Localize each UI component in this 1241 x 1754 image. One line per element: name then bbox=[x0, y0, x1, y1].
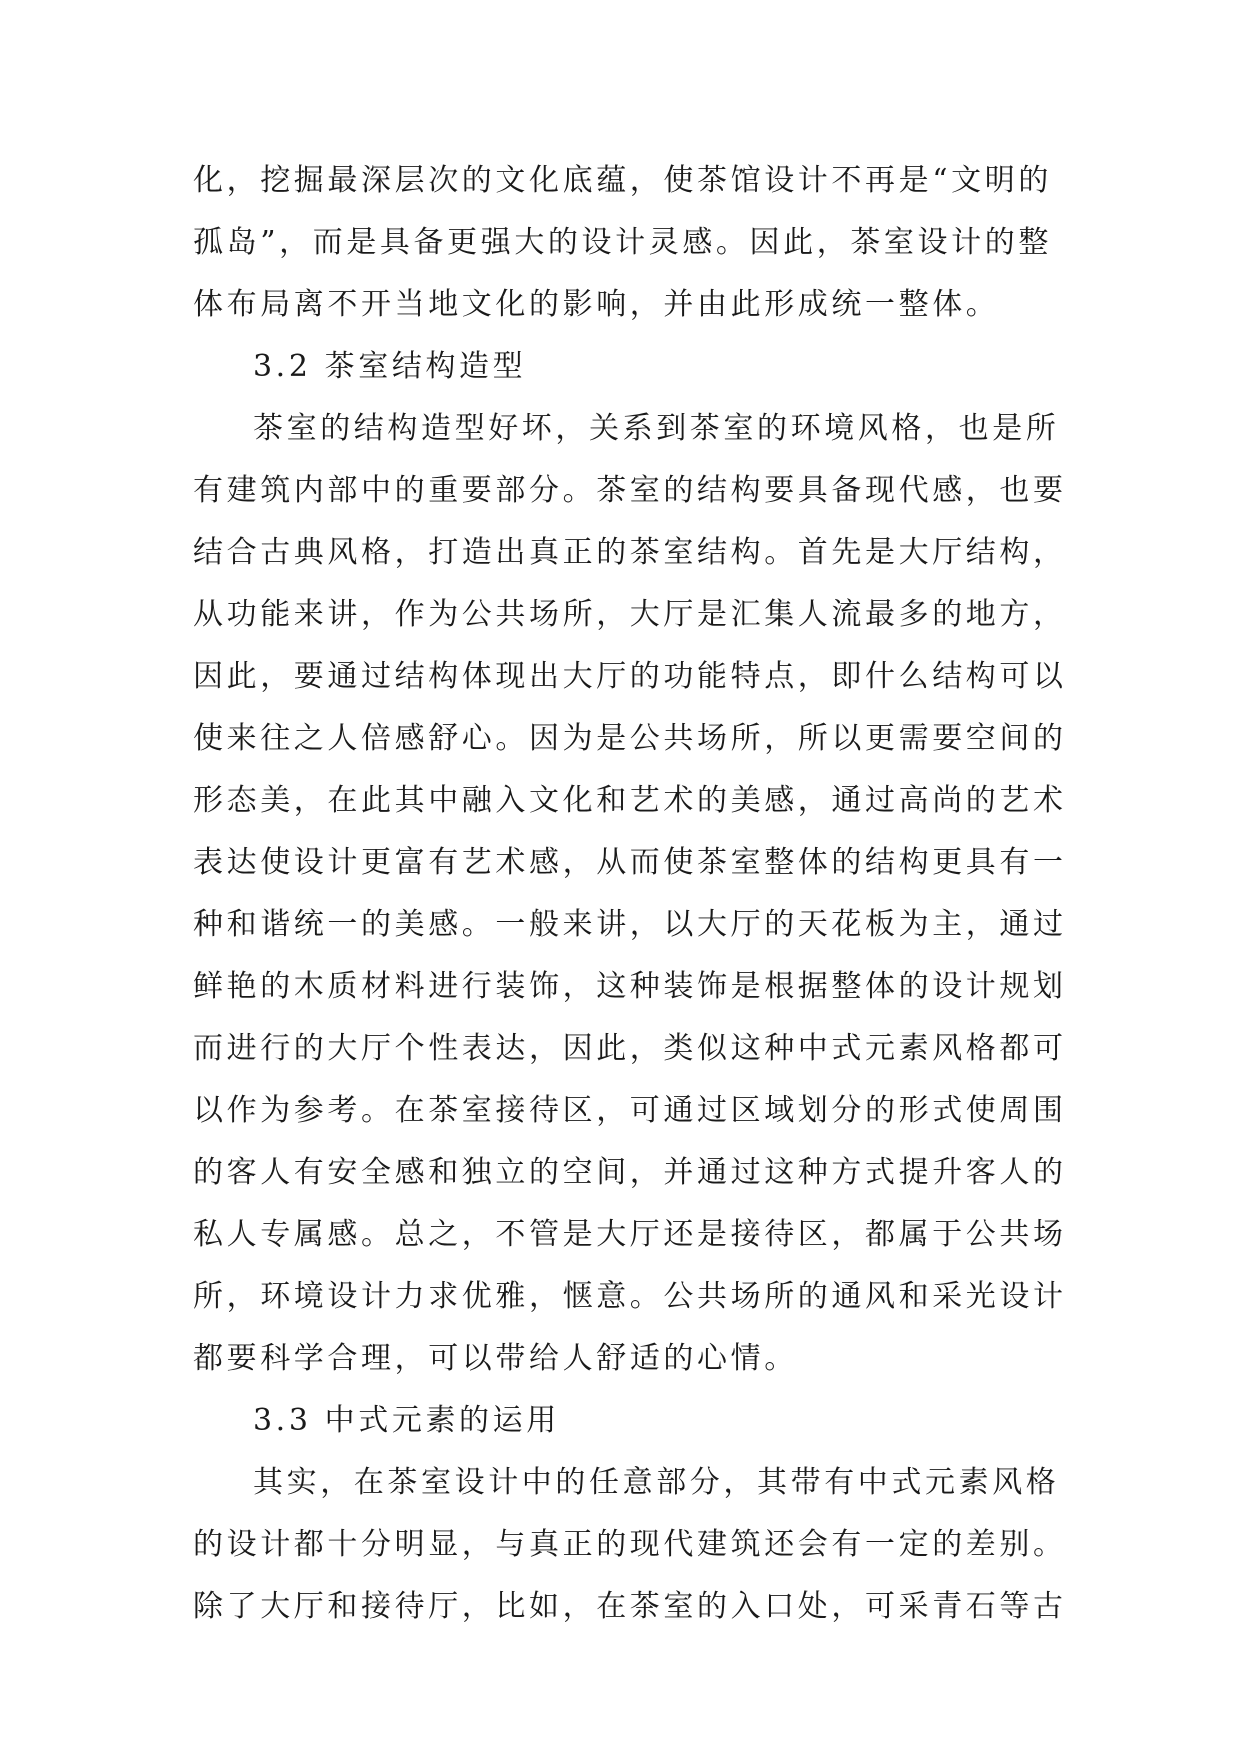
paragraph-line: 私人专属感。总之，不管是大厅还是接待区，都属于公共场 bbox=[193, 1217, 1067, 1252]
paragraph-line: 形态美，在此其中融入文化和艺术的美感，通过高尚的艺术 bbox=[193, 783, 1067, 818]
paragraph-line: 结合古典风格，打造出真正的茶室结构。首先是大厅结构， bbox=[193, 535, 1067, 570]
paragraph-line: 其实，在茶室设计中的任意部分，其带有中式元素风格 bbox=[253, 1465, 1060, 1500]
paragraph-line: 以作为参考。在茶室接待区，可通过区域划分的形式使周围 bbox=[193, 1093, 1067, 1128]
paragraph-line: 表达使设计更富有艺术感，从而使茶室整体的结构更具有一 bbox=[193, 845, 1067, 880]
paragraph-line: 体布局离不开当地文化的影响，并由此形成统一整体。 bbox=[193, 287, 1000, 322]
paragraph-line: 化，挖掘最深层次的文化底蕴，使茶馆设计不再是“文明的 bbox=[193, 163, 1052, 198]
paragraph-line: 而进行的大厅个性表达，因此，类似这种中式元素风格都可 bbox=[193, 1031, 1067, 1066]
section-heading-3-3: 3.3 中式元素的运用 bbox=[253, 1403, 560, 1438]
paragraph-line: 除了大厅和接待厅，比如，在茶室的入口处，可采青石等古 bbox=[193, 1589, 1067, 1624]
section-heading-3-2: 3.2 茶室结构造型 bbox=[253, 349, 527, 384]
paragraph-line: 因此，要通过结构体现出大厅的功能特点，即什么结构可以 bbox=[193, 659, 1067, 694]
paragraph-line: 茶室的结构造型好坏，关系到茶室的环境风格，也是所 bbox=[253, 411, 1060, 446]
paragraph-line: 的客人有安全感和独立的空间，并通过这种方式提升客人的 bbox=[193, 1155, 1067, 1190]
paragraph-line: 鲜艳的木质材料进行装饰，这种装饰是根据整体的设计规划 bbox=[193, 969, 1067, 1004]
paragraph-line: 使来往之人倍感舒心。因为是公共场所，所以更需要空间的 bbox=[193, 721, 1067, 756]
paragraph-line: 种和谐统一的美感。一般来讲，以大厅的天花板为主，通过 bbox=[193, 907, 1067, 942]
paragraph-line: 的设计都十分明显，与真正的现代建筑还会有一定的差别。 bbox=[193, 1527, 1067, 1562]
paragraph-line: 孤岛”，而是具备更强大的设计灵感。因此，茶室设计的整 bbox=[193, 225, 1052, 260]
paragraph-line: 从功能来讲，作为公共场所，大厅是汇集人流最多的地方， bbox=[193, 597, 1067, 632]
paragraph-line: 都要科学合理，可以带给人舒适的心情。 bbox=[193, 1341, 798, 1376]
paragraph-line: 所，环境设计力求优雅，惬意。公共场所的通风和采光设计 bbox=[193, 1279, 1067, 1314]
paragraph-line: 有建筑内部中的重要部分。茶室的结构要具备现代感，也要 bbox=[193, 473, 1067, 508]
